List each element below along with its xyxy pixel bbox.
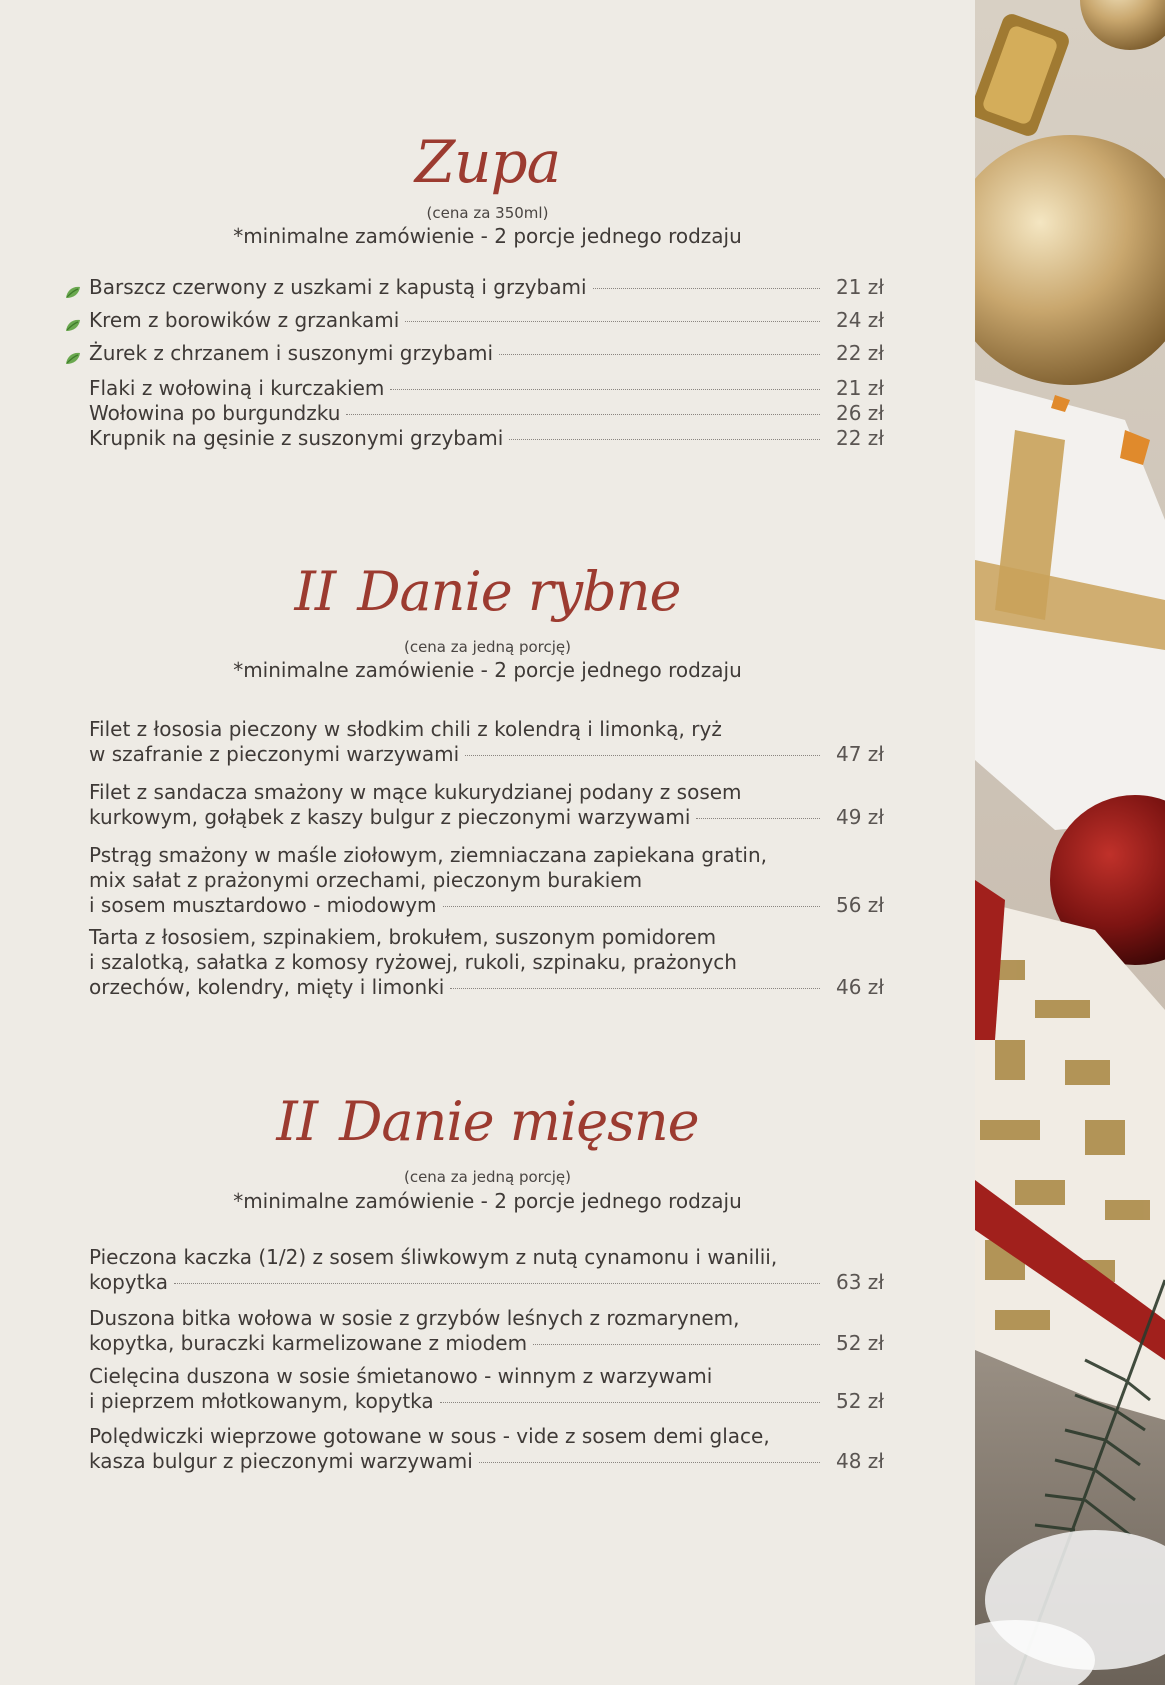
dot-leader bbox=[405, 321, 820, 322]
menu-item bbox=[89, 1364, 884, 1414]
section-title-fish-text: Danie rybne bbox=[357, 560, 681, 623]
menu-item-name-line: Żurek z chrzanem i suszonymi grzybami bbox=[89, 341, 494, 365]
menu-item-price: 24 zł bbox=[836, 308, 884, 332]
menu-item-price: 49 zł bbox=[836, 805, 884, 829]
soup-min-order: *minimalne zamówienie - 2 porcje jednego rodzaju bbox=[233, 224, 742, 248]
menu-item-name-line: i sosem musztardowo - miodowym bbox=[89, 893, 437, 917]
menu-item bbox=[89, 780, 884, 830]
menu-item bbox=[89, 925, 884, 1000]
menu-item-price: 22 zł bbox=[836, 426, 884, 450]
menu-item-price-row bbox=[89, 1331, 884, 1356]
menu-item-name-line: Filet z sandacza smażony w mące kukurydzianej podany z sosem bbox=[89, 780, 742, 804]
menu-item-price: 21 zł bbox=[836, 275, 884, 299]
menu-item-price-row bbox=[89, 376, 884, 401]
menu-item-name-line: Pstrąg smażony w maśle ziołowym, ziemniaczana zapiekana gratin, bbox=[89, 843, 768, 867]
menu-item bbox=[89, 717, 884, 767]
menu-item-price-row bbox=[89, 308, 884, 333]
leaf-icon bbox=[65, 346, 81, 359]
leaf-icon bbox=[65, 280, 81, 293]
dot-leader bbox=[440, 1402, 820, 1403]
menu-item-price-row bbox=[89, 805, 884, 830]
dot-leader bbox=[346, 414, 820, 415]
menu-item-name-line: kopytka bbox=[89, 1270, 168, 1294]
menu-item bbox=[89, 341, 884, 366]
menu-item-name-line: Krem z borowików z grzankami bbox=[89, 308, 400, 332]
section-title-soup: Zupa bbox=[414, 128, 561, 196]
menu-item-name-line: Duszona bitka wołowa w sosie z grzybów leśnych z rozmarynem, bbox=[89, 1306, 740, 1330]
dot-leader bbox=[174, 1283, 820, 1284]
menu-item bbox=[89, 1245, 884, 1295]
menu-item-name-line: Barszcz czerwony z uszkami z kapustą i grzybami bbox=[89, 275, 587, 299]
menu-item-price: 52 zł bbox=[836, 1389, 884, 1413]
menu-item-price-row bbox=[89, 401, 884, 426]
menu-item-price-row bbox=[89, 1389, 884, 1414]
menu-item-price-row bbox=[89, 893, 884, 918]
fish-min-order: *minimalne zamówienie - 2 porcje jednego rodzaju bbox=[233, 658, 742, 682]
menu-item-name-line: kopytka, buraczki karmelizowane z miodem bbox=[89, 1331, 528, 1355]
meat-price-basis: (cena za jedną porcję) bbox=[403, 1168, 572, 1186]
menu-item-name-line: w szafranie z pieczonymi warzywami bbox=[89, 742, 460, 766]
menu-item-name-line: Pieczona kaczka (1/2) z sosem śliwkowym z nutą cynamonu i wanilii, bbox=[89, 1245, 778, 1269]
menu-item bbox=[89, 275, 884, 300]
section-title-fish bbox=[0, 560, 975, 623]
soup-price-basis: (cena za 350ml) bbox=[426, 204, 549, 222]
menu-item-name-line: orzechów, kolendry, mięty i limonki bbox=[89, 975, 445, 999]
menu-item-price-row bbox=[89, 341, 884, 366]
roman-numeral: II bbox=[276, 1090, 318, 1153]
menu-item-price-row bbox=[89, 975, 884, 1000]
dot-leader bbox=[509, 439, 820, 440]
dot-leader bbox=[593, 288, 820, 289]
menu-item-name-line: kurkowym, gołąbek z kaszy bulgur z pieczonymi warzywami bbox=[89, 805, 691, 829]
menu-item-name-line: i szalotką, sałatka z komosy ryżowej, rukoli, szpinaku, prażonych bbox=[89, 950, 737, 974]
menu-item-price-row bbox=[89, 1270, 884, 1295]
christmas-decoration-image bbox=[975, 0, 1165, 1685]
menu-item bbox=[89, 1424, 884, 1474]
menu-item-price: 46 zł bbox=[836, 975, 884, 999]
menu-item-name-line: Krupnik na gęsinie z suszonymi grzybami bbox=[89, 426, 504, 450]
meat-min-order: *minimalne zamówienie - 2 porcje jednego rodzaju bbox=[233, 1189, 742, 1213]
dot-leader bbox=[499, 354, 820, 355]
menu-item-name-line: Wołowina po burgundzku bbox=[89, 401, 341, 425]
menu-item-name-line: Cielęcina duszona w sosie śmietanowo - winnym z warzywami bbox=[89, 1364, 713, 1388]
menu-item-name-line: i pieprzem młotkowanym, kopytka bbox=[89, 1389, 434, 1413]
menu-item-price: 26 zł bbox=[836, 401, 884, 425]
menu-item bbox=[89, 376, 884, 401]
menu-item-price-row bbox=[89, 742, 884, 767]
dot-leader bbox=[450, 988, 820, 989]
dot-leader bbox=[443, 906, 820, 907]
menu-item-name-line: Filet z łososia pieczony w słodkim chili z kolendrą i limonką, ryż bbox=[89, 717, 722, 741]
menu-item-name-line: Flaki z wołowiną i kurczakiem bbox=[89, 376, 385, 400]
menu-item bbox=[89, 401, 884, 426]
menu-item-price-row bbox=[89, 426, 884, 451]
menu-item-price: 52 zł bbox=[836, 1331, 884, 1355]
menu-item bbox=[89, 426, 884, 451]
menu-item-name-line: Polędwiczki wieprzowe gotowane w sous - vide z sosem demi glace, bbox=[89, 1424, 770, 1448]
menu-item-name-line: Tarta z łososiem, szpinakiem, brokułem, suszonym pomidorem bbox=[89, 925, 717, 949]
roman-numeral: II bbox=[294, 560, 336, 623]
menu-item bbox=[89, 843, 884, 918]
section-title-meat bbox=[0, 1090, 975, 1153]
menu-item-price: 47 zł bbox=[836, 742, 884, 766]
leaf-icon bbox=[65, 313, 81, 326]
menu-item-price-row bbox=[89, 275, 884, 300]
dot-leader bbox=[465, 755, 820, 756]
menu-item-price: 56 zł bbox=[836, 893, 884, 917]
menu-item-price: 63 zł bbox=[836, 1270, 884, 1294]
menu-item-price: 21 zł bbox=[836, 376, 884, 400]
menu-item-name-line: mix sałat z prażonymi orzechami, pieczonym burakiem bbox=[89, 868, 643, 892]
dot-leader bbox=[533, 1344, 820, 1345]
menu-item-price: 48 zł bbox=[836, 1449, 884, 1473]
menu-item-name-line: kasza bulgur z pieczonymi warzywami bbox=[89, 1449, 473, 1473]
menu-item-price: 22 zł bbox=[836, 341, 884, 365]
menu-item bbox=[89, 1306, 884, 1356]
dot-leader bbox=[479, 1462, 820, 1463]
menu-item bbox=[89, 308, 884, 333]
dot-leader bbox=[696, 818, 820, 819]
section-title-meat-text: Danie mięsne bbox=[339, 1090, 699, 1153]
dot-leader bbox=[390, 389, 820, 390]
fish-price-basis: (cena za jedną porcję) bbox=[403, 638, 572, 656]
menu-item-price-row bbox=[89, 1449, 884, 1474]
